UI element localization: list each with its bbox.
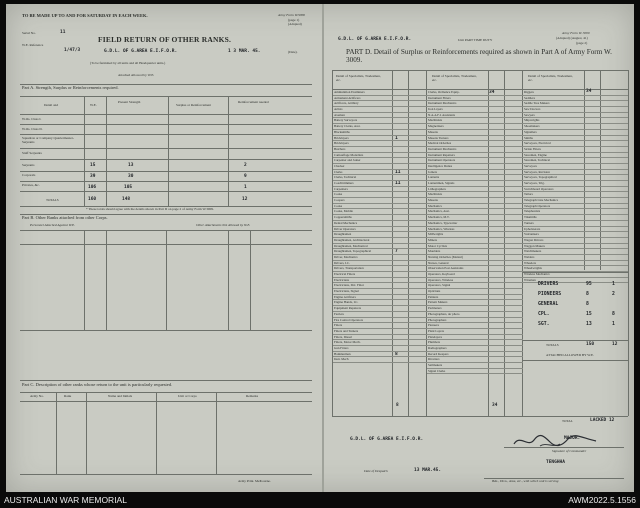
specialist-label: Pattern Makers <box>428 300 448 305</box>
specialist-label: Smiths <box>524 135 533 140</box>
specialist-label: Nursing Orderlies (Mental) <box>428 254 463 259</box>
specialist-label: Instrument Mechanics <box>428 101 457 106</box>
specialist-label: Waggon Makers <box>524 243 545 248</box>
specialist-label: Machinists <box>428 118 442 123</box>
specialist-label: Operators, Signal <box>428 283 451 288</box>
footer-institution: AUSTRALIAN WAR MEMORIAL <box>4 495 127 505</box>
specialist-label: Cooks, Mobile <box>334 209 353 214</box>
specialist-label: Saddlers <box>524 95 535 100</box>
specialist-label: Farriers <box>334 311 344 316</box>
specialist-label: Pioneers <box>428 323 439 328</box>
we-reference-label: W.E. Reference <box>22 43 44 47</box>
specialist-label: Wiremen <box>524 277 536 282</box>
row-corporals: Corporals <box>22 173 36 177</box>
summary-label: CPL. <box>538 312 550 317</box>
specialist-label: Plant Layers <box>428 328 445 333</box>
specialist-label: Mechanics, Wireless <box>428 226 455 231</box>
row-wo-class-1: W.Os. Class I. <box>22 117 42 121</box>
specialist-label: Draughtsmen, Architectural <box>334 237 370 242</box>
specialist-label: Iron Layers <box>428 107 443 112</box>
row-totals: TOTALS <box>46 198 59 202</box>
specialist-label: Coachtrimmers <box>334 181 354 185</box>
specialist-label: Instrument Fitters <box>428 95 451 100</box>
specialist-label: Butchers <box>334 146 346 151</box>
specialist-row <box>333 249 427 255</box>
specialist-value: 34 <box>489 90 495 95</box>
part-b-sub-attached: Personnel Attached Against W.E. <box>30 223 75 227</box>
specialist-label: Draughtsmen <box>334 232 352 237</box>
specialist-label: Masons <box>428 129 438 134</box>
specialist-label: Saw Doctors <box>524 107 541 112</box>
header-we: W.E. <box>90 103 97 107</box>
reinf-serjeants: 2 <box>244 163 247 168</box>
reinf-corporals: 9 <box>244 174 247 179</box>
attached-allowed-label: Attached Allowed by W.E. <box>118 73 155 77</box>
grand-total-value: LACKED 12 <box>590 418 615 423</box>
specialist-label: Wheelwrights <box>524 266 542 271</box>
specialist-label: Record Keepers <box>428 351 449 356</box>
row-serjeants: Serjeants <box>22 163 35 167</box>
specialist-label: Bricklayers <box>334 141 349 146</box>
specialist-label: Platelayers <box>428 334 442 339</box>
specialist-label: Wireless Mechanics <box>524 272 550 276</box>
signature-unit: G.D.L. OF G.AREA E.I.F.O.R. <box>350 437 424 442</box>
ps-corporals: 30 <box>128 174 134 179</box>
furnished-note: (To be furnished by all units and all Headquarter units.) <box>90 61 166 65</box>
specialist-label: Axemen <box>334 112 345 117</box>
summary-row <box>538 322 628 332</box>
specialist-label: Fire Control Operators <box>334 317 364 322</box>
reinf-privates: 1 <box>244 185 247 190</box>
specialist-label: Battery Surveyors <box>334 118 358 123</box>
summary-a: 8 <box>586 292 589 297</box>
specialist-label: Fitters and Turners <box>334 328 359 333</box>
part-b-sub-other: Other Attachments Not Allowed by W.E. <box>196 223 251 227</box>
summary-block <box>538 282 628 332</box>
specialist-row <box>333 170 427 176</box>
specialist-label: N.A.A.F.I. Assistants <box>428 112 456 117</box>
we-total: 160 <box>88 197 97 202</box>
specialist-label: Cooks <box>334 203 343 208</box>
header-detail: Detail and <box>44 103 59 107</box>
specialist-label: Operators, Wireless <box>428 277 454 282</box>
specialist-label: Magnetizers <box>428 124 444 129</box>
specialist-label: Upholsterers <box>524 226 541 231</box>
summary-row <box>538 302 628 312</box>
header-surplus: Surplus or Reinforcement <box>176 103 212 107</box>
specialist-label: Tinsmiths <box>524 215 537 220</box>
left-page-army-form-3008 <box>6 4 322 492</box>
summary-a: 15 <box>586 312 592 317</box>
specialist-label: Mechanics <box>428 203 442 208</box>
specialist-label: Wagon Drivers <box>524 237 544 242</box>
specialist-value: 11 <box>395 181 401 186</box>
part-c-col-unit: Unit or Corps <box>178 394 197 398</box>
specialist-label: Signallers <box>524 129 537 134</box>
specialist-label: Coopers <box>334 198 345 203</box>
right-form-page: (page 2) <box>576 41 588 45</box>
part-c-col-army-no: Army No. <box>30 394 44 398</box>
printer-note: Army Print. Melbourne. <box>238 479 271 483</box>
signature-place: TENGHHA <box>546 460 565 465</box>
form-number: Army Form W.3008 <box>278 13 305 17</box>
form-adapted: (Adapted) <box>288 22 302 26</box>
specialist-value: 8 <box>395 351 398 357</box>
col1-total: 8 <box>396 403 399 408</box>
bde-caption: Bde., Divn., Area, etc., with which unit is serving <box>492 479 559 483</box>
top-note: TO BE MADE UP TO AND FOR SATURDAY IN EACH WEEK. <box>22 13 148 18</box>
specialist-label: Wheelers <box>524 260 537 265</box>
summary-a: 8 <box>586 302 589 307</box>
right-unit-header: G.D.L. OF G.AREA E.I.F.O.R. <box>338 37 412 42</box>
specialist-label: Perimeters <box>428 306 442 311</box>
specialist-label: Operators, Keyboard <box>428 272 455 276</box>
specialist-label: Artists <box>334 107 343 112</box>
specialist-label: Intelligence Duties <box>428 163 453 168</box>
specialist-label: Checker <box>334 163 345 168</box>
part-c-col-remarks: Remarks <box>246 394 259 398</box>
col3-top-value: 34 <box>586 89 592 94</box>
specialist-label: Lanternmen, Signals <box>428 181 455 185</box>
commander-rank: MAJOR. <box>564 436 581 441</box>
specialist-label: Riggers <box>524 90 534 94</box>
summary-label: DRIVERS <box>538 282 559 287</box>
right-unit-header-tail: Unit PART TIME DUTY <box>458 38 493 42</box>
specialist-label: Lithographers <box>428 186 446 191</box>
ps-total: 148 <box>122 197 131 202</box>
part-c-title: Part C. Description of other ranks whose return to the unit is particularly requested. <box>22 382 173 387</box>
summary-label: SGT. <box>538 322 550 327</box>
specialist-label: Clerks, Ordnance Equip. <box>428 90 460 94</box>
specialist-label: Engine Artificers <box>334 294 356 299</box>
summary-a: 13 <box>586 322 592 327</box>
totals-label: TOTALS <box>546 343 559 347</box>
specialist-label: Photographers <box>428 317 447 322</box>
specialist-label: Opticians <box>428 289 441 294</box>
specialist-label: Mechanics, M.T. <box>428 215 450 220</box>
right-page-army-form-3009 <box>324 4 634 492</box>
summary-row <box>538 292 628 302</box>
specialist-label: Carpenters <box>334 186 348 191</box>
specialist-label: Surveyors, Topographical <box>524 175 557 180</box>
specialist-label: Sailmakers <box>428 363 443 367</box>
specialist-row <box>427 90 523 96</box>
specialist-label: Electricians, Dvr. Fitter <box>334 283 364 288</box>
specialist-label: Observation Post Assistants <box>428 266 464 271</box>
serial-value: 11 <box>60 30 66 35</box>
ps-serjeants: 13 <box>128 163 134 168</box>
specialist-label: Tailors <box>524 192 533 197</box>
we-serjeants: 15 <box>90 163 96 168</box>
row-privates: Privates, &c. <box>22 183 40 187</box>
specialist-label: Driver, Mechanics <box>334 254 358 259</box>
attached-allowed-label-right: ATTACHED ALLOWED BY W.E. <box>546 353 594 357</box>
specialist-row <box>333 352 427 358</box>
specialist-label: Lanterns <box>428 175 440 180</box>
col2-total: 34 <box>492 403 498 408</box>
we-privates: 106 <box>88 185 97 190</box>
summary-a: 95 <box>586 282 592 287</box>
summary-b: 8 <box>612 312 615 317</box>
serial-label: Serial No. <box>22 31 36 35</box>
specialist-label: Sickle Fitters <box>524 146 541 151</box>
ps-privates: 105 <box>124 185 133 190</box>
archive-footer <box>0 492 640 508</box>
specialist-label: Driver Operators <box>334 226 356 231</box>
summary-row <box>538 312 628 322</box>
specialist-row <box>333 181 427 187</box>
part-d-title: PART D. Detail of Surplus or Reinforcements required as shown in Part A of Army Form W. 3009. <box>346 48 612 65</box>
specialist-label: Turners <box>524 220 534 225</box>
col-header-3: Detail of Specialists, Tradesmen, etc. <box>528 74 573 82</box>
right-form-number: Army Form W. 3009 <box>562 31 590 35</box>
specialist-label: Instrument Operators <box>428 158 456 163</box>
specialist-label: Welders <box>524 254 535 259</box>
specialist-label: Electrical Fitters <box>334 272 356 276</box>
form-pages: (page 1) <box>288 18 300 22</box>
row-cqms: Squadron or Company Quartermaster-Serjeants <box>22 136 75 144</box>
header-present-strength: Present Strength <box>118 100 141 104</box>
col-header-2: Detail of Specialists, Tradesmen, etc. <box>432 74 477 82</box>
specialists-column-1 <box>333 90 427 363</box>
specialist-row <box>427 369 523 375</box>
part-b-title: Part B. Other Ranks attached from other Corps. <box>22 215 108 220</box>
specialist-label: Instr. Mech <box>334 357 349 362</box>
specialist-label: Coppersmiths <box>334 215 352 220</box>
part-c-col-rank: Rank <box>64 394 72 398</box>
right-form-adapted: (Adapted) (August, 41) <box>556 36 588 40</box>
specialist-row <box>333 357 427 363</box>
unit-name: G.D.L. OF G.AREA E.I.F.O.R. <box>104 49 178 54</box>
specialist-label: Fitters <box>334 323 343 328</box>
row-wo-class-2: W.Os. Class II. <box>22 127 43 131</box>
specialist-label: Rivetters <box>428 357 440 362</box>
part-c-col-name: Name and Initials <box>108 394 133 398</box>
specialist-label: Carpenter and Joiner <box>334 158 361 163</box>
specialists-column-2 <box>427 90 523 374</box>
specialist-label: Vulcanisers <box>524 232 539 237</box>
specialist-value: 7 <box>395 249 398 255</box>
specialist-label: Clerks, Technical <box>334 175 357 180</box>
specialist-label: Motor Cyclists <box>428 243 448 248</box>
specialist-label: Storemen, Technical <box>524 158 551 163</box>
despatch-label: Date of Despatch <box>364 469 388 473</box>
summary-row <box>538 282 628 292</box>
header-reinforcement: Reinforcement needed <box>238 100 269 104</box>
specialist-label: Surveyors, Trig. <box>524 181 545 185</box>
specialist-label: Moulders <box>428 249 441 254</box>
specialist-label: Surveyors <box>524 163 537 168</box>
specialist-label: Clerks <box>334 169 343 174</box>
specialist-label: Engine Hands, I.C. <box>334 300 359 305</box>
specialist-label: Telegraph Operators <box>524 203 551 208</box>
we-corporals: 39 <box>90 174 96 179</box>
specialist-label: Joiners <box>428 169 438 174</box>
specialist-label: Mechanics, Typewriter <box>428 220 458 225</box>
specialist-value: 1 <box>395 135 398 141</box>
specialist-label: Switchboard Operators <box>524 186 554 191</box>
totals-a: 150 <box>586 342 595 347</box>
summary-label: GENERAL <box>538 302 559 307</box>
specialist-label: Medical Orderlies <box>428 141 452 146</box>
specialist-label: Fitters, Motor Mech. <box>334 340 361 345</box>
summary-label: PIONEERS <box>538 292 562 297</box>
specialist-label: Millwrights <box>428 232 444 237</box>
specialist-label: Surveyors, Revision <box>524 169 550 174</box>
specialist-label: Artificers, Artillery <box>334 101 359 106</box>
specialist-label: Masons <box>428 198 438 203</box>
specialist-label: Electricians <box>334 277 350 282</box>
totals-b: 12 <box>612 342 618 347</box>
specialist-value: 11 <box>395 169 401 175</box>
specialist-label: Blacksmiths <box>334 129 350 134</box>
specialist-label: Shoemakers <box>524 124 540 129</box>
footer-accession: AWM2022.5.1556 <box>568 495 636 505</box>
specialist-label: Instrument Mechanics <box>428 146 457 151</box>
specialist-label: Telephonists <box>524 209 541 214</box>
part-a-note: * These totals should agree with the details shown in Part D on page 2 of Army Form W.3009. <box>86 207 214 211</box>
specialist-label: Hammermen <box>334 351 351 356</box>
specialist-label: Drivers, I.C. <box>334 260 350 265</box>
specialist-label: Instrument Repairers <box>428 152 455 157</box>
specialist-label: Fitters, Diesel <box>334 334 352 339</box>
specialist-label: Machinists <box>428 192 442 197</box>
specialist-label: Equipment Repairers <box>334 306 361 311</box>
specialist-label: Surveyors, Electrical <box>524 141 551 146</box>
specialist-label: Drivers, Transportation <box>334 266 364 271</box>
specialist-label: Electricians, Signal <box>334 289 359 294</box>
date-label: (Date). <box>288 50 298 54</box>
specialist-label: Saddle Tree Makers <box>524 101 550 106</box>
specialist-label: Plumbers <box>428 340 441 345</box>
specialist-label: Watchmakers <box>524 249 542 254</box>
form-title: FIELD RETURN OF OTHER RANKS. <box>98 35 232 44</box>
specialist-label: Armament Artificers <box>334 95 361 100</box>
specialist-label: Cooks <box>334 192 343 197</box>
specialist-label: Signal Clerks <box>428 368 446 373</box>
specialists-column-3 <box>523 90 628 283</box>
specialist-row <box>333 136 427 142</box>
part-a-title: Part A. Strength, Surplus or Reinforcements required. <box>22 85 119 90</box>
specialist-label: Bricklayers <box>334 135 349 140</box>
col-header-1: Detail of Specialists, Tradesmen, etc. <box>336 74 381 82</box>
despatch-date: 13 MAR.45. <box>414 468 442 473</box>
return-date: 1 3 MAR. 45. <box>228 49 261 54</box>
specialist-label: Nurses, General <box>428 260 449 265</box>
specialist-label: Battery Clerks, Asst. <box>334 124 361 129</box>
specialist-label: Painters <box>428 294 439 299</box>
specialist-label: Storemen, Engine <box>524 152 547 157</box>
specialist-label: Gun Fitters <box>334 345 349 350</box>
specialist-label: Masons Turners <box>428 135 449 140</box>
signature-caption: Signature of Commander <box>552 449 587 453</box>
specialist-label: Dental Mechanics <box>334 220 358 225</box>
summary-b: 1 <box>612 322 615 327</box>
summary-b: 2 <box>612 292 615 297</box>
specialist-label: Photographers, air photo <box>428 311 460 316</box>
summary-b: 1 <box>612 282 615 287</box>
specialist-label: Shipwrights <box>524 118 540 123</box>
specialist-label: Sawyers <box>524 112 535 117</box>
grand-total-label: TOTAL <box>562 419 573 423</box>
specialist-label: Draughtsmen, Mechanical <box>334 243 368 248</box>
we-reference-value: 1/47/3 <box>64 48 81 53</box>
specialist-label: Draughtsmen, Topographical <box>334 249 372 254</box>
reinf-total: 12 <box>242 197 248 202</box>
row-staff-serjeants: Staff Serjeants <box>22 151 42 155</box>
specialist-label: Mechanics, Asst. <box>428 209 450 214</box>
specialist-label: Camouflage Modellers <box>334 152 364 157</box>
specialist-label: Miners <box>428 237 438 242</box>
specialist-label: Telegraph Line Mechanics <box>524 198 558 203</box>
specialist-label: Ammunition Examiners <box>334 90 365 94</box>
field-return-document <box>6 4 634 492</box>
specialist-label: Radiographers <box>428 345 447 350</box>
